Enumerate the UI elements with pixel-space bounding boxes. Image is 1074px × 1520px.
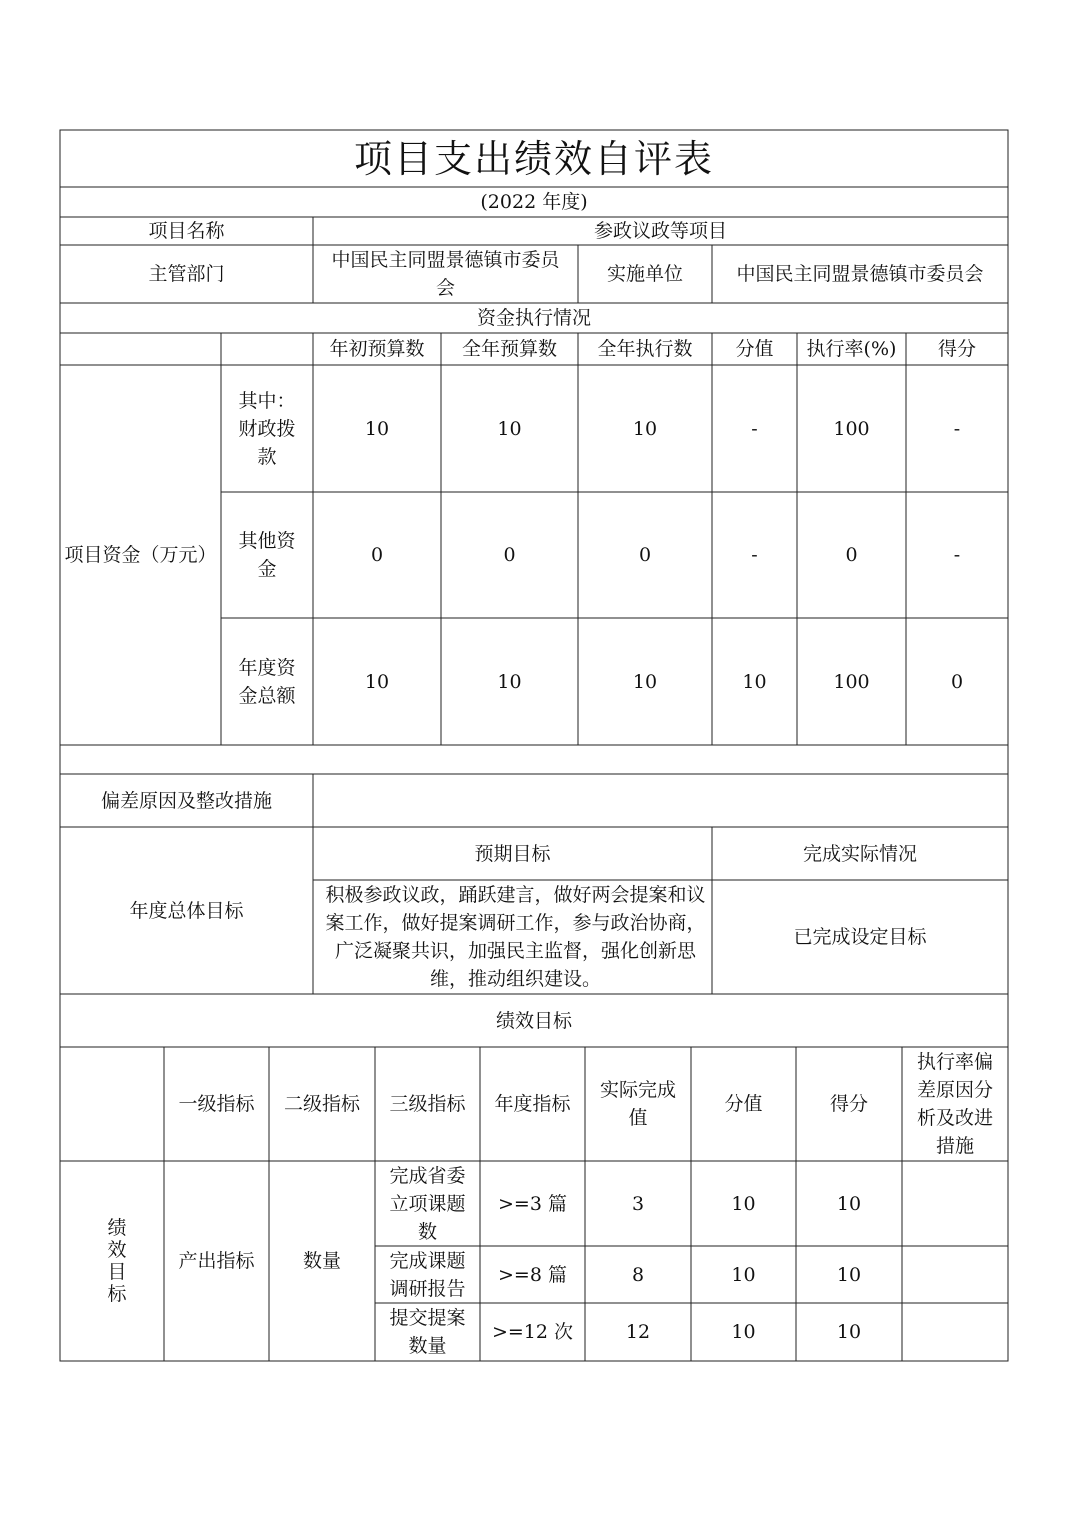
funds-cell: 10 (497, 670, 522, 693)
funds-cell: 10 (364, 417, 390, 440)
actual-status-header: 完成实际情况 (802, 842, 917, 865)
level1-indicator: 产出指标 (178, 1250, 255, 1272)
funds-cell: 100 (833, 670, 870, 693)
annual-indicator: >=8 篇 (498, 1263, 567, 1286)
funds-cell: - (953, 417, 961, 440)
funds-cell: - (953, 544, 961, 566)
funds-cell: 0 (638, 544, 652, 566)
actual-value: 3 (631, 1192, 645, 1215)
dept-value: 中国民主同盟景德镇市委员会 (331, 249, 560, 299)
funds-header: 分值 (735, 338, 774, 360)
expected-target-text: 积极参政议政，踊跃建言，做好两会提案和议案工作，做好提案调研工作，参与政治协商，广泛凝聚共识，加强民主监督，强化创新思维，推动组织建设。 (325, 884, 706, 990)
perf-header: 实际完成值 (599, 1079, 676, 1129)
performance-section-title: 绩效目标 (495, 1009, 572, 1032)
funds-header: 执行率(%) (806, 338, 897, 360)
funds-cell: 10 (364, 670, 390, 693)
dept-label: 主管部门 (148, 263, 225, 285)
deviation-analysis (902, 1161, 1008, 1246)
impl-label: 实施单位 (606, 263, 683, 285)
perf-header: 一级指标 (178, 1093, 255, 1115)
funds-cell: - (751, 417, 758, 440)
deviation-analysis (902, 1246, 1008, 1303)
perf-header: 分值 (724, 1093, 763, 1115)
funds-row-label: 年度资金总额 (238, 656, 296, 707)
funds-cell: 0 (503, 544, 516, 566)
perf-header: 执行率偏差原因分析及改进措施 (916, 1051, 993, 1157)
actual-value: 12 (625, 1321, 651, 1343)
level3-indicator: 完成课题调研报告 (389, 1249, 466, 1300)
funds-cell: 0 (370, 544, 384, 566)
score: 10 (836, 1263, 862, 1286)
level3-indicator: 完成省委立项课题数 (389, 1164, 466, 1243)
funds-header: 全年预算数 (461, 338, 557, 360)
funds-cell: 0 (950, 670, 964, 693)
score-value: 10 (731, 1321, 756, 1343)
performance-side-label: 绩效目标 (107, 1217, 127, 1305)
funds-cell: 10 (632, 670, 658, 693)
annual-indicator: >=3 篇 (498, 1192, 567, 1215)
score-value: 10 (731, 1263, 756, 1286)
expected-target-header: 预期目标 (474, 842, 551, 865)
level3-indicator: 提交提案数量 (389, 1307, 466, 1357)
actual-value: 8 (631, 1263, 645, 1286)
funds-cell: 0 (845, 544, 858, 566)
score: 10 (836, 1192, 862, 1215)
deviation-label: 偏差原因及整改措施 (100, 789, 272, 812)
funds-cell: 10 (497, 417, 522, 440)
funds-cell: 10 (742, 670, 767, 693)
impl-value: 中国民主同盟景德镇市委员会 (736, 263, 984, 285)
funds-cell: 100 (833, 417, 870, 440)
form-title: 项目支出绩效自评表 (353, 136, 714, 181)
funds-header: 全年执行数 (597, 338, 693, 360)
perf-header: 得分 (829, 1093, 868, 1115)
funds-group-label: 项目资金（万元） (64, 544, 217, 566)
funds-header: 年初预算数 (329, 338, 425, 360)
perf-header: 二级指标 (283, 1093, 360, 1115)
funds-header: 得分 (937, 338, 976, 360)
deviation-analysis (902, 1303, 1008, 1361)
funds-cell: - (751, 544, 758, 566)
annual-indicator: >=12 次 (491, 1321, 574, 1343)
funds-cell: 10 (632, 417, 658, 440)
actual-status-text: 已完成设定目标 (793, 926, 927, 948)
funds-section-title: 资金执行情况 (476, 307, 591, 329)
score-value: 10 (731, 1192, 756, 1215)
project-name-label: 项目名称 (148, 220, 225, 242)
year-label: (2022 年度) (480, 191, 588, 213)
project-name-value: 参政议政等项目 (593, 220, 727, 242)
perf-header: 三级指标 (389, 1093, 466, 1115)
level2-indicator: 数量 (302, 1250, 341, 1272)
funds-row-label: 其他资金 (238, 530, 296, 580)
score: 10 (836, 1321, 862, 1343)
funds-row-label: 其中：财政拨款 (238, 389, 296, 468)
perf-header: 年度指标 (494, 1093, 571, 1115)
annual-target-label: 年度总体目标 (129, 899, 244, 922)
